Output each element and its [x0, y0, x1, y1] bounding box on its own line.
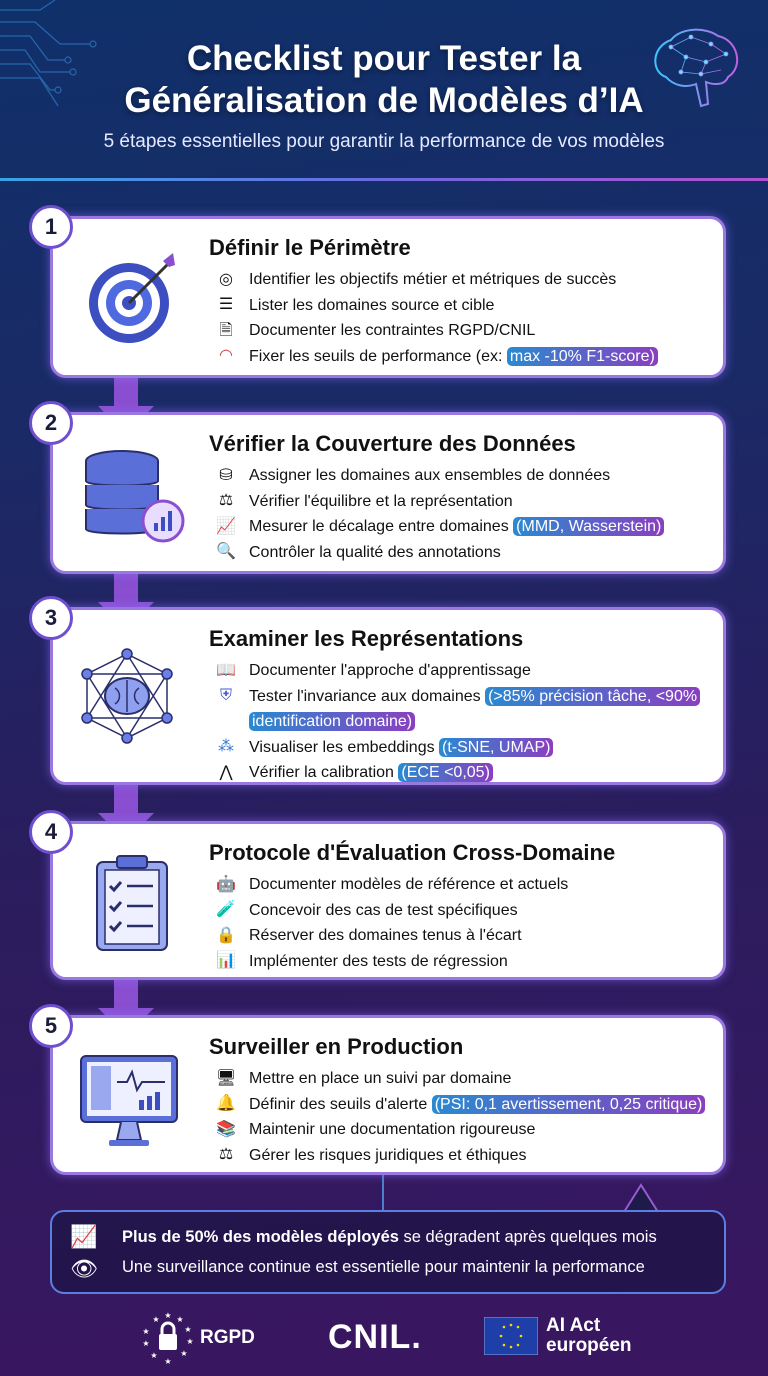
svg-text:★: ★ — [180, 1349, 188, 1358]
step-title: Vérifier la Couverture des Données — [209, 431, 576, 456]
checklist-item: 📖 Documenter l'approche d'apprentissage — [213, 658, 723, 684]
svg-text:★: ★ — [176, 1315, 184, 1324]
callout-highlight: Plus de 50% des modèles déployés — [122, 1228, 399, 1246]
eye-clock-icon: 👁 — [70, 1256, 98, 1281]
svg-text:★: ★ — [150, 1351, 158, 1360]
svg-text:★: ★ — [142, 1339, 150, 1348]
monitor-chart-icon: 🖥 — [215, 1069, 237, 1087]
checklist-item: ◎ Identifier les objectifs métier et métriques de succès — [213, 267, 723, 293]
svg-text:★: ★ — [164, 1357, 172, 1366]
header — [0, 0, 768, 182]
header-divider — [0, 178, 768, 181]
checklist-item: 📊 Implémenter des tests de régression — [213, 949, 723, 975]
step-number: 2 — [29, 401, 73, 445]
checklist-item: ⋀ Vérifier la calibration (ECE <0,05) — [213, 760, 723, 786]
metric-tag: (PSI: 0,1 avertissement, 0,25 critique) — [432, 1095, 706, 1114]
lock-icon: 🔒 — [216, 926, 236, 944]
eu-flag-icon — [484, 1317, 538, 1355]
page-subtitle: 5 étapes essentielles pour garantir la performance de vos modèles — [103, 131, 665, 152]
trend-chart-icon: 📈 — [216, 517, 236, 535]
gauge-icon: ◠ — [219, 347, 233, 365]
magnifier-icon: 🔍 — [216, 543, 236, 561]
step-card-3 — [44, 605, 726, 785]
books-icon: 📚 — [216, 1120, 236, 1138]
book-icon: 📖 — [216, 661, 236, 679]
brain-network-icon — [646, 22, 746, 112]
step-card-5 — [44, 1013, 726, 1175]
bar-chart-icon: 📊 — [216, 952, 236, 970]
step-card-2 — [44, 410, 726, 574]
svg-text:★: ★ — [164, 1311, 172, 1320]
svg-text:★: ★ — [142, 1327, 150, 1336]
target-icon: ◎ — [219, 270, 233, 288]
checklist-item: ⛨ Tester l'invariance aux domaines (>85% précision tâche, <90% identification domaine) — [213, 684, 723, 735]
bell-curve-icon: ⋀ — [219, 763, 233, 781]
checklist-item: ☰ Lister les domaines source et cible — [213, 293, 723, 319]
test-tube-icon: 🧪 — [216, 901, 236, 919]
trend-up-chart-icon: 📈 — [70, 1224, 98, 1249]
cnil-logo: CNIL. — [328, 1318, 422, 1356]
balance-icon: ⚖ — [218, 492, 234, 510]
step-number: 1 — [29, 205, 73, 249]
checklist-item: 🔒 Réserver des domaines tenus à l'écart — [213, 923, 723, 949]
monitor-dashboard-icon — [77, 1052, 187, 1152]
svg-text:★: ★ — [184, 1325, 192, 1334]
step-number: 4 — [29, 810, 73, 854]
rgpd-logo: ★ ★ ★ ★ ★ ★ ★ ★ ★ ★ RGPD — [140, 1310, 255, 1366]
checklist-item: 📈 Mesurer le décalage entre domaines (MMD, Wasserstein) — [213, 514, 723, 540]
metric-tag: (ECE <0,05) — [398, 763, 492, 782]
database-illustration-icon — [77, 445, 187, 545]
checklist-item: 🔔 Définir des seuils d'alerte (PSI: 0,1 avertissement, 0,25 critique) — [213, 1092, 723, 1118]
alarm-icon: 🔔 — [216, 1095, 236, 1113]
step-number: 3 — [29, 596, 73, 640]
metric-tag: (>85% précision tâche, <90% identification domaine) — [249, 687, 700, 732]
checklist-item: ◠ Fixer les seuils de performance (ex: max -10% F1-score) — [213, 344, 723, 370]
step-card-4 — [44, 819, 726, 980]
shield-icon: ⛨ — [219, 687, 232, 705]
checklist-item: ⁂ Visualiser les embeddings (t-SNE, UMAP) — [213, 735, 723, 761]
ai-act-logo: AI Act européen — [484, 1316, 632, 1356]
svg-text:★: ★ — [186, 1337, 194, 1346]
clipboard-checklist-icon — [77, 852, 187, 952]
scatter-icon: ⁂ — [218, 738, 234, 756]
metric-tag: max -10% F1-score) — [507, 347, 658, 366]
document-lock-icon: 🗎 — [219, 321, 233, 339]
balance-icon: ⚖ — [218, 1146, 234, 1164]
svg-text:★: ★ — [152, 1315, 160, 1324]
checklist-item: 🧪 Concevoir des cas de test spécifiques — [213, 898, 723, 924]
checklist-item: ⚖ Gérer les risques juridiques et éthiques — [213, 1143, 723, 1169]
checklist-item: 🖥 Mettre en place un suivi par domaine — [213, 1066, 723, 1092]
database-pin-icon: ⛁ — [219, 466, 233, 484]
checklist-item: ⚖ Vérifier l'équilibre et la représentation — [213, 489, 723, 515]
checklist-item: 🤖 Documenter modèles de référence et actuels — [213, 872, 723, 898]
step-number: 5 — [29, 1004, 73, 1048]
callout-text: Une surveillance continue est essentielle pour maintenir la performance — [122, 1258, 645, 1276]
checklist-item: 📚 Maintenir une documentation rigoureuse — [213, 1117, 723, 1143]
metric-tag: (t-SNE, UMAP) — [439, 738, 553, 757]
checklist-item: 🗎 Documenter les contraintes RGPD/CNIL — [213, 318, 723, 344]
step-card-1 — [44, 214, 726, 378]
checklist-item: ⛁ Assigner les domaines aux ensembles de données — [213, 463, 723, 489]
page-title: Checklist pour Tester la Généralisation de Modèles d’IA — [124, 39, 644, 120]
callout-pointer-icon — [624, 1183, 658, 1213]
eu-stars-lock-icon — [140, 1310, 196, 1366]
target-illustration-icon — [77, 249, 187, 349]
step-title: Surveiller en Production — [209, 1034, 464, 1059]
warning-callout: 📈 Plus de 50% des modèles déployés se dégradent après quelques mois 👁 Une surveillance continue est essentielle pour maintenir la performance — [50, 1210, 726, 1294]
robot-icon: 🤖 — [216, 875, 236, 893]
step-title: Examiner les Représentations — [209, 626, 524, 651]
logos-row — [0, 1310, 768, 1370]
list-icon: ☰ — [218, 296, 234, 314]
metric-tag: (MMD, Wasserstein) — [513, 517, 664, 536]
step-title: Protocole d'Évaluation Cross-Domaine — [209, 840, 616, 865]
step-title: Définir le Périmètre — [209, 235, 411, 260]
checklist-item: 🔍 Contrôler la qualité des annotations — [213, 540, 723, 566]
neural-network-brain-icon — [77, 646, 187, 746]
connector-line — [382, 1175, 384, 1211]
